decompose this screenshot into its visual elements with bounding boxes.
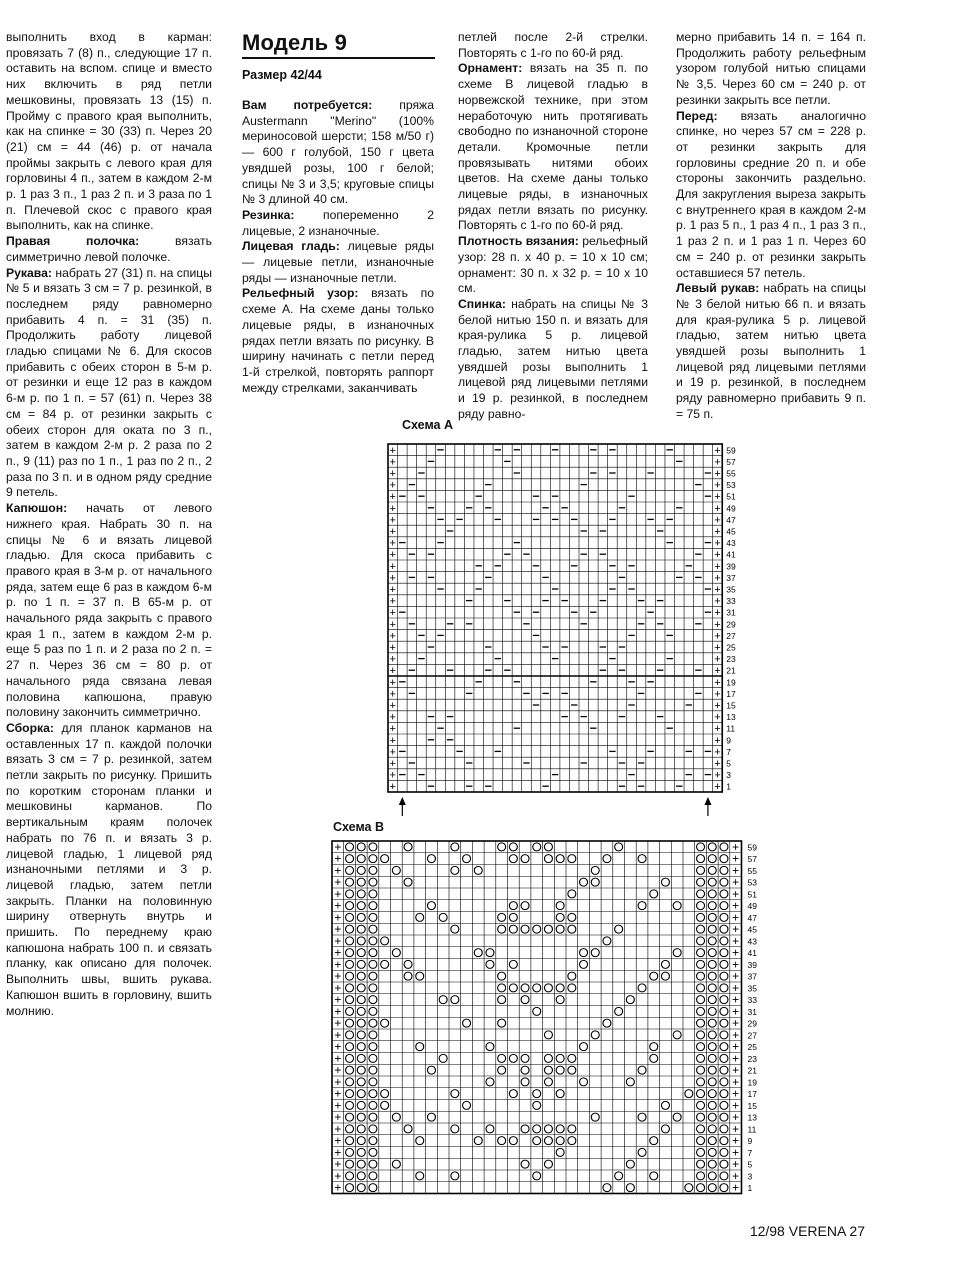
edge-stitch-mark: + xyxy=(714,758,721,770)
edge-stitch-mark: + xyxy=(714,734,721,747)
row-number: 45 xyxy=(726,526,736,537)
edge-stitch-mark: + xyxy=(714,468,721,480)
edge-stitch-mark: + xyxy=(714,549,721,562)
edge-stitch-mark: + xyxy=(389,746,396,759)
row-number: 29 xyxy=(747,1018,757,1029)
row-number: 23 xyxy=(747,1053,757,1064)
edge-stitch-mark: + xyxy=(732,945,740,960)
edge-stitch-mark: + xyxy=(714,456,721,469)
paragraph-text: вязать на 35 п. по схеме В лицевой гладью в норвежской технике, при этом неработочую нить протягивать свободно по изнаночной стороне детали. Кромочные петли провязывать нитями обоих цветов. На схеме даны только лицевые ряды, в изнаночных рядах петли вязать по рисунку. Повторять с 1-го по 60-й ряд. xyxy=(458,61,648,233)
edge-stitch-mark: + xyxy=(389,758,396,770)
edge-stitch-mark: + xyxy=(334,1004,342,1019)
edge-stitch-mark: + xyxy=(732,957,740,972)
paragraph-text: выполнить вход в карман: провязать 7 (8) п., следующие 17 п. оставить на вспом. спице и вместо них включить в ряд петли мешковины, провязать 13 (15) п. Пройму с правого края выполнить, как на спинке = 30 (33) п. Через 20 (21) см = 44 (46) р. от начала проймы закрыть с левого края для горловины 4 п., затем в каждом 2-м р. 1 раз 3 п., 1 раз 2 п. и 3 раза по 1 п. Плечевой скос с правого края выполнить, как на спинке. xyxy=(6,30,212,233)
row-number: 27 xyxy=(747,1030,757,1041)
text-column-2 xyxy=(242,98,434,396)
row-number: 41 xyxy=(747,948,757,959)
edge-stitch-mark: + xyxy=(714,618,721,631)
edge-stitch-mark: + xyxy=(732,1133,740,1148)
edge-stitch-mark: + xyxy=(389,642,396,654)
edge-stitch-mark: + xyxy=(732,1027,740,1042)
paragraph-heading: Рукава: xyxy=(6,265,52,280)
row-number: 37 xyxy=(747,971,757,982)
row-number: 9 xyxy=(747,1136,753,1147)
edge-stitch-mark: + xyxy=(732,1168,740,1183)
row-number: 47 xyxy=(726,514,736,525)
edge-stitch-mark: + xyxy=(714,607,721,620)
edge-stitch-mark: + xyxy=(389,723,396,736)
row-number: 3 xyxy=(747,1171,753,1182)
paragraph-heading: Орнамент: xyxy=(458,61,523,76)
row-number: 17 xyxy=(726,688,736,699)
row-number: 3 xyxy=(726,770,731,781)
edge-stitch-mark: + xyxy=(732,1063,740,1078)
edge-stitch-mark: + xyxy=(389,630,396,643)
paragraph-text: набрать 27 (31) п. на спицы № 5 и вязать 3 см = 7 р. резинкой, в последнем ряду равномерно прибавить 4 п. = 31 (35) п. Продолжить работу лицевой гладью спицами № 6. Для скосов прибавить с обеих сторон в 5-м р. от резинки и еще 12 раз в каждом 6-м р. по 1 п. = 57 (61) п. Через 38 см = 84 р. от резинки закрыть с обеих сторон для оката по 3 п., затем в каждом 2-м р. 2 раза по 2 п., 9 (11) раз по 1 п., 1 раз по 2 п., 2 раза по 3 п. и в одном ряду средние 9 петель. xyxy=(6,265,212,500)
paragraph-heading: Рельефный узор: xyxy=(242,286,359,301)
edge-stitch-mark: + xyxy=(334,1145,342,1160)
edge-stitch-mark: + xyxy=(714,665,721,678)
edge-stitch-mark: + xyxy=(334,851,342,866)
edge-stitch-mark: + xyxy=(732,1110,740,1125)
edge-stitch-mark: + xyxy=(714,688,721,701)
edge-stitch-mark: + xyxy=(389,711,396,724)
edge-stitch-mark: + xyxy=(714,630,721,643)
row-number: 43 xyxy=(726,538,736,549)
size-line: Размер 42/44 xyxy=(242,68,322,82)
edge-stitch-mark: + xyxy=(732,1180,740,1195)
paragraph-heading: Левый рукав: xyxy=(676,281,760,296)
edge-stitch-mark: + xyxy=(732,1121,740,1136)
edge-stitch-mark: + xyxy=(389,479,396,492)
edge-stitch-mark: + xyxy=(732,969,740,984)
col2-paragraph xyxy=(242,239,434,286)
row-number: 45 xyxy=(747,924,757,935)
col3-paragraph xyxy=(458,30,648,61)
edge-stitch-mark: + xyxy=(334,957,342,972)
paragraph-text: лицевые ряды — лицевые петли, изнаночные ряды — изнаночные петли. xyxy=(242,239,434,285)
row-number: 5 xyxy=(747,1159,753,1170)
row-number: 35 xyxy=(726,584,736,595)
paragraph-heading: Сборка: xyxy=(6,720,54,735)
edge-stitch-mark: + xyxy=(714,479,721,492)
model-title: Модель 9 xyxy=(242,30,348,55)
paragraph-heading: Вам потребуется: xyxy=(242,98,373,112)
repeat-arrow-head xyxy=(399,797,406,805)
row-number: 25 xyxy=(726,642,736,653)
edge-stitch-mark: + xyxy=(334,863,342,878)
edge-stitch-mark: + xyxy=(714,769,721,782)
edge-stitch-mark: + xyxy=(389,618,396,631)
row-number: 1 xyxy=(747,1183,753,1194)
edge-stitch-mark: + xyxy=(732,1016,740,1031)
edge-stitch-mark: + xyxy=(334,922,342,937)
row-number: 35 xyxy=(747,983,757,994)
row-number: 55 xyxy=(726,468,736,479)
edge-stitch-mark: + xyxy=(389,537,396,550)
row-number: 43 xyxy=(747,936,757,947)
row-number: 49 xyxy=(726,503,736,514)
edge-stitch-mark: + xyxy=(334,1051,342,1066)
edge-stitch-mark: + xyxy=(714,560,721,573)
edge-stitch-mark: + xyxy=(334,1027,342,1042)
paragraph-heading: Правая полочка: xyxy=(6,234,140,249)
row-number: 39 xyxy=(726,561,736,572)
edge-stitch-mark: + xyxy=(334,1180,342,1195)
edge-stitch-mark: + xyxy=(732,1145,740,1160)
edge-stitch-mark: + xyxy=(389,572,396,585)
edge-stitch-mark: + xyxy=(714,584,721,596)
edge-stitch-mark: + xyxy=(334,992,342,1007)
edge-stitch-mark: + xyxy=(389,665,396,678)
edge-stitch-mark: + xyxy=(732,1157,740,1172)
edge-stitch-mark: + xyxy=(334,898,342,913)
edge-stitch-mark: + xyxy=(389,456,396,469)
edge-stitch-mark: + xyxy=(714,653,721,666)
edge-stitch-mark: + xyxy=(714,781,721,794)
edge-stitch-mark: + xyxy=(334,933,342,948)
edge-stitch-mark: + xyxy=(714,642,721,654)
edge-stitch-mark: + xyxy=(334,1016,342,1031)
col1-paragraph xyxy=(6,30,212,234)
row-number: 17 xyxy=(747,1089,757,1100)
edge-stitch-mark: + xyxy=(732,851,740,866)
edge-stitch-mark: + xyxy=(389,468,396,480)
edge-stitch-mark: + xyxy=(334,969,342,984)
row-number: 11 xyxy=(747,1124,757,1135)
edge-stitch-mark: + xyxy=(334,875,342,890)
paragraph-heading: Резинка: xyxy=(242,207,295,222)
row-number: 31 xyxy=(747,1006,757,1017)
edge-stitch-mark: + xyxy=(732,910,740,925)
row-number: 39 xyxy=(747,959,757,970)
edge-stitch-mark: + xyxy=(389,769,396,782)
scheme-a-label: Схема А xyxy=(402,418,453,432)
col3-paragraph xyxy=(458,61,648,234)
row-number: 51 xyxy=(726,491,736,502)
row-number: 31 xyxy=(726,607,736,618)
row-number: 21 xyxy=(726,665,736,676)
row-number: 21 xyxy=(747,1065,757,1076)
paragraph-heading: Перед: xyxy=(676,108,718,123)
edge-stitch-mark: + xyxy=(732,933,740,948)
edge-stitch-mark: + xyxy=(389,781,396,794)
edge-stitch-mark: + xyxy=(389,734,396,747)
col1-paragraph xyxy=(6,234,212,265)
paragraph-text: вязать аналогично спинке, но через 57 см = 228 р. от резинки закрыть для горловины средние 20 п. и обе стороны закончить раздельно. Для закругления выреза закрыть с внутреннего края в каждом 2-м р. 1 раз 5 п., 1 раз 4 п., 1 раз 3 п., 1 раз 2 п. и 1 раз 1 п. Через 60 см = 240 р. от резинки закрыть оставшиеся 57 петель. xyxy=(676,108,866,280)
page-footer: 12/98 VERENA 27 xyxy=(749,1223,865,1239)
edge-stitch-mark: + xyxy=(334,1039,342,1054)
col3-paragraph xyxy=(458,234,648,297)
edge-stitch-mark: + xyxy=(732,992,740,1007)
scheme-b-chart xyxy=(326,836,776,1206)
edge-stitch-mark: + xyxy=(389,584,396,596)
edge-stitch-mark: + xyxy=(714,537,721,550)
paragraph-text: набрать на спицы № 3 белой нитью 150 п. и вязать для края-рулика 5 р. лицевой гладью, затем нитью цвета увядшей розы выполнить 1 лицевой ряд лицевыми петлями и 19 р. резинкой, в последнем ряду равно- xyxy=(458,296,648,421)
edge-stitch-mark: + xyxy=(389,595,396,608)
row-number: 7 xyxy=(726,746,731,757)
edge-stitch-mark: + xyxy=(389,514,396,527)
row-number: 59 xyxy=(726,445,736,456)
edge-stitch-mark: + xyxy=(334,980,342,995)
edge-stitch-mark: + xyxy=(732,1004,740,1019)
edge-stitch-mark: + xyxy=(714,444,721,457)
paragraph-text: для планок карманов на оставленных 17 п. каждой полочки вязать 3 см = 7 р. резинкой, затем петли закрыть по рисунку. Пришить по коротким сторонам планки и мешковины карманов. По вертикальным краям полочек набрать по 76 п. и вязать 3 р. лицевой гладью, 1 лицевой ряд изнаночными петлями и 3 р. лицевой гладью, затем петли закрыть. Планки на половинную ширину отвернуть внутрь и пришить. По переднему краю капюшона набрать 100 п. и связать планку, как описано для полочек. Выполнить швы, вшить рукава. Капюшон вшить в горловину, вшить молнию. xyxy=(6,720,212,1018)
edge-stitch-mark: + xyxy=(714,700,721,712)
paragraph-text: вязать симметрично левой полочке. xyxy=(6,234,212,264)
edge-stitch-mark: + xyxy=(389,549,396,562)
paragraph-heading: Капюшон: xyxy=(6,501,68,516)
row-number: 7 xyxy=(747,1147,753,1158)
edge-stitch-mark: + xyxy=(334,1168,342,1183)
col1-paragraph xyxy=(6,266,212,502)
edge-stitch-mark: + xyxy=(389,502,396,515)
edge-stitch-mark: + xyxy=(714,514,721,527)
edge-stitch-mark: + xyxy=(334,1157,342,1172)
col1-paragraph xyxy=(6,721,212,1019)
edge-stitch-mark: + xyxy=(334,839,342,854)
edge-stitch-mark: + xyxy=(334,910,342,925)
row-number: 11 xyxy=(726,723,736,734)
row-number: 19 xyxy=(726,677,736,688)
paragraph-heading: Спинка: xyxy=(458,296,506,311)
row-number: 57 xyxy=(726,456,736,467)
edge-stitch-mark: + xyxy=(714,676,721,689)
edge-stitch-mark: + xyxy=(389,526,396,538)
col4-paragraph xyxy=(676,281,866,422)
edge-stitch-mark: + xyxy=(732,1098,740,1113)
row-number: 33 xyxy=(726,596,736,607)
text-column-3 xyxy=(458,30,648,423)
edge-stitch-mark: + xyxy=(334,1086,342,1101)
edge-stitch-mark: + xyxy=(389,676,396,689)
row-number: 23 xyxy=(726,654,736,665)
edge-stitch-mark: + xyxy=(714,595,721,608)
edge-stitch-mark: + xyxy=(389,560,396,573)
paragraph-text: начать от левого нижнего края. Набрать 30 п. на спицы № 6 и вязать лицевой гладью. Для скоса прибавить с правого края в 3-м р. от начального ряда, затем еще 6 раз в каждом 6-м р. по 1 п. = 37 п. В 65-м р. от начального ряда закрыть с правого края 1 п., затем в каждом 2-м р. еще 5 раз по 1 п. и 2 раза по 2 п. = 27 п. Через 36 см = 80 р. от начального ряда связана левая половина капюшона, правую половину закончить симметрично. xyxy=(6,501,212,720)
row-number: 59 xyxy=(747,842,757,853)
edge-stitch-mark: + xyxy=(714,723,721,736)
text-column-1 xyxy=(6,30,212,1019)
edge-stitch-mark: + xyxy=(714,491,721,504)
edge-stitch-mark: + xyxy=(732,863,740,878)
paragraph-text: попеременно 2 лицевые, 2 изнаночные. xyxy=(242,207,434,238)
scheme-a-chart xyxy=(380,436,760,826)
scheme-b-label: Схема В xyxy=(333,820,384,834)
edge-stitch-mark: + xyxy=(334,1074,342,1089)
row-number: 5 xyxy=(726,758,731,769)
edge-stitch-mark: + xyxy=(732,1051,740,1066)
col3-paragraph xyxy=(458,297,648,423)
col2-paragraph xyxy=(242,286,434,396)
row-number: 57 xyxy=(747,854,757,865)
paragraph-heading: Лицевая гладь: xyxy=(242,239,340,254)
edge-stitch-mark: + xyxy=(714,746,721,759)
row-number: 49 xyxy=(747,901,757,912)
edge-stitch-mark: + xyxy=(389,607,396,620)
edge-stitch-mark: + xyxy=(334,1133,342,1148)
col2-paragraph xyxy=(242,98,434,208)
edge-stitch-mark: + xyxy=(389,688,396,701)
col2-paragraph xyxy=(242,208,434,239)
edge-stitch-mark: + xyxy=(334,1110,342,1125)
edge-stitch-mark: + xyxy=(389,700,396,712)
edge-stitch-mark: + xyxy=(732,875,740,890)
row-number: 37 xyxy=(726,572,736,583)
edge-stitch-mark: + xyxy=(714,572,721,585)
edge-stitch-mark: + xyxy=(714,502,721,515)
col4-paragraph xyxy=(676,109,866,282)
row-number: 13 xyxy=(726,712,736,723)
edge-stitch-mark: + xyxy=(389,491,396,504)
edge-stitch-mark: + xyxy=(334,1063,342,1078)
paragraph-text: рельефный узор: 28 п. x 40 р. = 10 x 10 см; орнамент: 30 п. x 32 р. = 10 x 10 см. xyxy=(458,234,648,296)
row-number: 29 xyxy=(726,619,736,630)
edge-stitch-mark: + xyxy=(732,1086,740,1101)
title-rule xyxy=(242,57,435,59)
row-number: 41 xyxy=(726,549,736,560)
row-number: 47 xyxy=(747,912,757,923)
edge-stitch-mark: + xyxy=(389,444,396,457)
row-number: 53 xyxy=(747,877,757,888)
row-number: 27 xyxy=(726,630,736,641)
edge-stitch-mark: + xyxy=(714,711,721,724)
col1-paragraph xyxy=(6,501,212,721)
row-number: 19 xyxy=(747,1077,757,1088)
row-number: 33 xyxy=(747,995,757,1006)
edge-stitch-mark: + xyxy=(732,1039,740,1054)
row-number: 15 xyxy=(726,700,736,711)
row-number: 53 xyxy=(726,480,736,491)
paragraph-text: петлей после 2-й стрелки. Повторять с 1-го по 60-й ряд. xyxy=(458,30,648,60)
text-column-4 xyxy=(676,30,866,423)
edge-stitch-mark: + xyxy=(732,980,740,995)
edge-stitch-mark: + xyxy=(732,1074,740,1089)
row-number: 25 xyxy=(747,1042,757,1053)
row-number: 55 xyxy=(747,865,757,876)
edge-stitch-mark: + xyxy=(732,898,740,913)
edge-stitch-mark: + xyxy=(732,886,740,901)
row-number: 9 xyxy=(726,735,731,746)
paragraph-text: вязать по схеме А. На схеме даны только лицевые ряды, в изнаночных рядах петли вязать по рисунку. В ширину начинать с петли перед 1-й стрелкой, повторять раппорт между стрелками, заканчивать xyxy=(242,286,435,395)
edge-stitch-mark: + xyxy=(334,945,342,960)
paragraph-text: набрать на спицы № 3 белой нитью 66 п. и вязать для края-рулика 5 р. лицевой гладью, затем нитью цвета увядшей розы выполнить 1 лицевой ряд лицевыми петлями и 19 р. резинкой, в последнем ряду равномерно прибавить 9 п. = 75 п. xyxy=(676,281,866,421)
edge-stitch-mark: + xyxy=(334,886,342,901)
edge-stitch-mark: + xyxy=(389,653,396,666)
edge-stitch-mark: + xyxy=(714,526,721,538)
paragraph-text: мерно прибавить 14 п. = 164 п. Продолжить работу рельефным узором голубой нитью спицами № 3,5. Через 60 см = 240 р. от резинки закрыть все петли. xyxy=(676,30,866,107)
edge-stitch-mark: + xyxy=(732,922,740,937)
col4-paragraph xyxy=(676,30,866,109)
row-number: 1 xyxy=(726,781,731,792)
row-number: 13 xyxy=(747,1112,757,1123)
paragraph-heading: Плотность вязания: xyxy=(458,234,579,249)
row-number: 15 xyxy=(747,1100,757,1111)
edge-stitch-mark: + xyxy=(334,1121,342,1136)
repeat-arrow-head xyxy=(704,797,711,805)
edge-stitch-mark: + xyxy=(334,1098,342,1113)
paragraph-text: пряжа Austermann "Merino" (100% мериносовой шерсти; 158 м/50 г) — 600 г голубой, 150 г цвета увядшей розы, 100 г белой; спицы № 3 и 3,5; круговые спицы № 3 длиной 40 см. xyxy=(242,98,434,207)
edge-stitch-mark: + xyxy=(732,839,740,854)
row-number: 51 xyxy=(747,889,757,900)
